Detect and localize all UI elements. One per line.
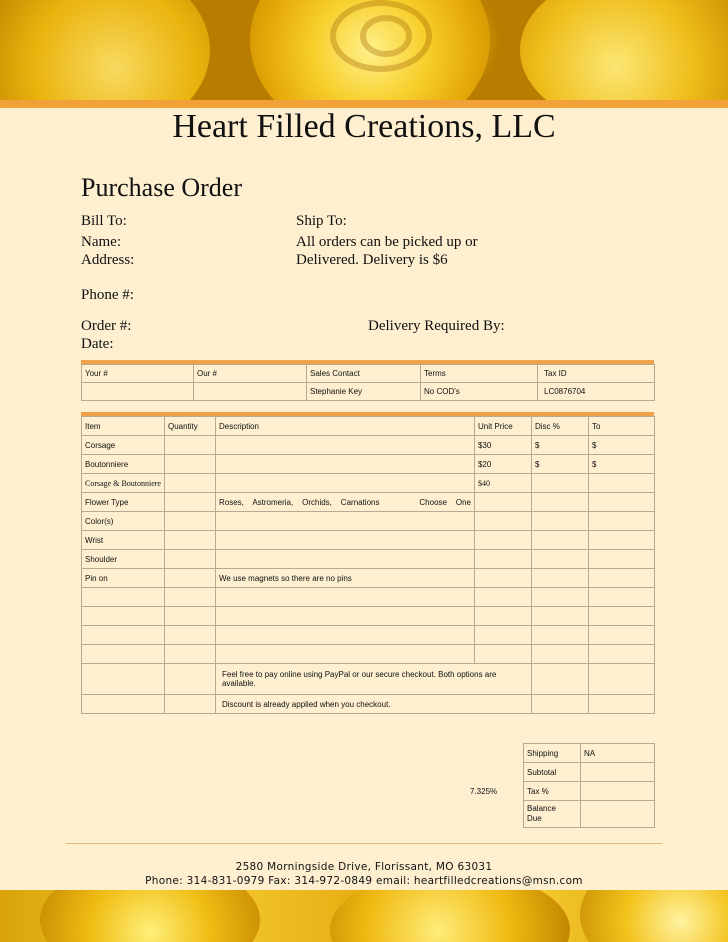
footer-contact: Phone: 314-831-0979 Fax: 314-972-0849 email: heartfilledcreations@msn.com — [145, 875, 583, 887]
quantity-cell[interactable] — [164, 550, 215, 569]
unit-price-cell — [474, 550, 531, 569]
our-number-cell[interactable] — [194, 383, 307, 401]
address-label: Address: — [81, 252, 135, 268]
item-cell — [82, 664, 165, 695]
quantity-cell[interactable] — [164, 455, 215, 474]
quantity-cell[interactable] — [164, 436, 215, 455]
quantity-cell — [164, 695, 215, 714]
quantity-cell[interactable] — [164, 493, 215, 512]
column-header: Unit Price — [474, 417, 531, 436]
total-cell — [588, 645, 654, 664]
description-cell[interactable] — [215, 474, 474, 493]
quantity-cell[interactable] — [164, 569, 215, 588]
description-cell[interactable] — [215, 493, 474, 512]
rose-image-left — [0, 0, 210, 100]
discount-cell — [531, 550, 588, 569]
spacer — [81, 763, 467, 782]
discount-cell — [531, 626, 588, 645]
table-row — [81, 744, 655, 763]
discount-cell — [531, 695, 588, 714]
item-cell — [82, 695, 165, 714]
choose-one-note: Choose One — [419, 497, 471, 507]
total-cell — [588, 531, 654, 550]
description-cell[interactable] — [215, 550, 474, 569]
ship-to-label: Ship To: — [296, 213, 347, 229]
unit-price-cell — [474, 493, 531, 512]
item-cell[interactable] — [82, 626, 165, 645]
discount-cell — [531, 588, 588, 607]
item-cell: Pin on — [82, 569, 165, 588]
company-name: Heart Filled Creations, LLC — [172, 108, 556, 145]
delivery-required-label: Delivery Required By: — [368, 318, 505, 334]
your-number-cell[interactable] — [82, 383, 194, 401]
tax-label: Tax % — [524, 782, 581, 801]
name-label: Name: — [81, 234, 121, 250]
rose-image-bottom-left — [40, 890, 260, 942]
total-cell — [588, 493, 654, 512]
table-row — [82, 645, 655, 664]
discount-cell — [531, 474, 588, 493]
table-row — [81, 782, 655, 801]
table-row — [82, 569, 655, 588]
bottom-rose-banner — [0, 890, 728, 942]
description-cell[interactable] — [215, 455, 474, 474]
spacer — [81, 744, 467, 763]
discount-cell — [531, 512, 588, 531]
table-row — [82, 436, 655, 455]
item-cell: Corsage — [82, 436, 165, 455]
description-cell[interactable] — [215, 588, 474, 607]
balance-label-line-1: Balance — [527, 804, 556, 813]
total-cell — [588, 626, 654, 645]
document-title: Purchase Order — [81, 173, 242, 202]
item-cell[interactable] — [82, 607, 165, 626]
shipping-label: Shipping — [524, 744, 581, 763]
table-row — [82, 493, 655, 512]
column-header: Tax ID — [538, 365, 655, 383]
order-number-label: Order #: — [81, 318, 132, 334]
quantity-cell[interactable] — [164, 607, 215, 626]
table-header-row — [82, 365, 655, 383]
discount-cell — [531, 664, 588, 695]
unit-price-cell: $20 — [474, 455, 531, 474]
total-cell — [588, 695, 654, 714]
unit-price-cell — [474, 626, 531, 645]
unit-price-cell: $30 — [474, 436, 531, 455]
unit-price-cell: $40 — [474, 474, 531, 493]
quantity-cell[interactable] — [164, 531, 215, 550]
unit-price-cell — [474, 569, 531, 588]
terms-cell: No COD's — [421, 383, 538, 401]
discount-cell — [531, 607, 588, 626]
balance-due-label — [524, 801, 581, 828]
description-cell[interactable] — [215, 607, 474, 626]
table-row — [82, 626, 655, 645]
unit-price-cell — [474, 607, 531, 626]
ship-note-line-2: Delivered. Delivery is $6 — [296, 252, 448, 268]
quantity-cell[interactable] — [164, 588, 215, 607]
total-cell — [588, 607, 654, 626]
table-row — [82, 474, 655, 493]
table-row — [82, 550, 655, 569]
footer-address: 2580 Morningside Drive, Florissant, MO 63031 — [235, 861, 493, 873]
unit-price-cell — [474, 512, 531, 531]
table-header-row — [82, 417, 655, 436]
subtotal-value — [581, 763, 655, 782]
table-row — [81, 801, 655, 828]
quantity-cell — [164, 664, 215, 695]
table-row — [82, 531, 655, 550]
spacer — [81, 801, 467, 828]
total-cell — [588, 664, 654, 695]
order-header-table — [81, 364, 655, 401]
items-table — [81, 416, 655, 714]
column-header: Sales Contact — [307, 365, 421, 383]
unit-price-cell — [474, 645, 531, 664]
total-cell: $ — [588, 436, 654, 455]
item-cell: Shoulder — [82, 550, 165, 569]
table-row — [82, 588, 655, 607]
item-cell[interactable] — [82, 645, 165, 664]
rose-image-bottom-right — [580, 890, 728, 942]
unit-price-cell — [474, 588, 531, 607]
description-cell[interactable] — [215, 645, 474, 664]
spacer — [467, 744, 524, 763]
table-row — [82, 512, 655, 531]
discount-cell — [531, 569, 588, 588]
item-cell: Boutonniere — [82, 455, 165, 474]
tax-value — [581, 782, 655, 801]
sales-contact-cell: Stephanie Key — [307, 383, 421, 401]
discount-cell: $ — [531, 455, 588, 474]
table-row — [82, 455, 655, 474]
flower-type-options: Roses, Astromeria, Orchids, Carnations — [218, 497, 380, 507]
column-header: Quantity — [164, 417, 215, 436]
total-cell — [588, 474, 654, 493]
date-label: Date: — [81, 336, 114, 352]
discount-note: Discount is already applied when you checkout. — [215, 695, 531, 714]
column-header: To — [588, 417, 654, 436]
total-cell — [588, 550, 654, 569]
column-header: Our # — [194, 365, 307, 383]
tax-id-cell: LC0876704 — [538, 383, 655, 401]
quantity-cell[interactable] — [164, 626, 215, 645]
description-cell[interactable] — [215, 436, 474, 455]
discount-cell: $ — [531, 436, 588, 455]
unit-price-cell — [474, 531, 531, 550]
item-cell: Color(s) — [82, 512, 165, 531]
table-row — [81, 763, 655, 782]
item-cell[interactable] — [82, 588, 165, 607]
rose-image-bottom-center — [330, 890, 570, 942]
table-row — [82, 383, 655, 401]
balance-label-line-2: Due — [527, 814, 542, 823]
spacer — [81, 782, 467, 801]
orange-band — [0, 100, 728, 108]
rose-petal-swirl — [360, 15, 412, 57]
item-cell: Flower Type — [82, 493, 165, 512]
bill-to-label: Bill To: — [81, 213, 127, 229]
description-cell[interactable] — [215, 626, 474, 645]
column-header: Description — [215, 417, 474, 436]
table-row — [82, 664, 655, 695]
item-cell: Corsage & Boutonniere — [82, 474, 165, 493]
item-cell: Wrist — [82, 531, 165, 550]
description-cell[interactable] — [215, 512, 474, 531]
table-row — [82, 695, 655, 714]
description-cell: We use magnets so there are no pins — [215, 569, 474, 588]
payment-note: Feel free to pay online using PayPal or our secure checkout. Both options are available. — [215, 664, 531, 695]
spacer — [467, 763, 524, 782]
ship-note-line-1: All orders can be picked up or — [296, 234, 478, 250]
rose-image-right — [520, 0, 728, 100]
total-cell: $ — [588, 455, 654, 474]
discount-cell — [531, 645, 588, 664]
totals-table — [81, 743, 655, 828]
shipping-value: NA — [581, 744, 655, 763]
total-cell — [588, 512, 654, 531]
phone-label: Phone #: — [81, 287, 134, 303]
column-header: Your # — [82, 365, 194, 383]
column-header: Item — [82, 417, 165, 436]
tax-rate: 7.325% — [470, 786, 498, 796]
top-rose-banner — [0, 0, 728, 100]
total-cell — [588, 569, 654, 588]
spacer — [467, 801, 524, 828]
total-cell — [588, 588, 654, 607]
quantity-cell[interactable] — [164, 512, 215, 531]
footer-divider — [66, 843, 662, 844]
column-header: Terms — [421, 365, 538, 383]
quantity-cell[interactable] — [164, 474, 215, 493]
subtotal-label: Subtotal — [524, 763, 581, 782]
quantity-cell[interactable] — [164, 645, 215, 664]
discount-cell — [531, 493, 588, 512]
column-header: Disc % — [531, 417, 588, 436]
table-row — [82, 607, 655, 626]
discount-cell — [531, 531, 588, 550]
description-cell[interactable] — [215, 531, 474, 550]
balance-due-value — [581, 801, 655, 828]
